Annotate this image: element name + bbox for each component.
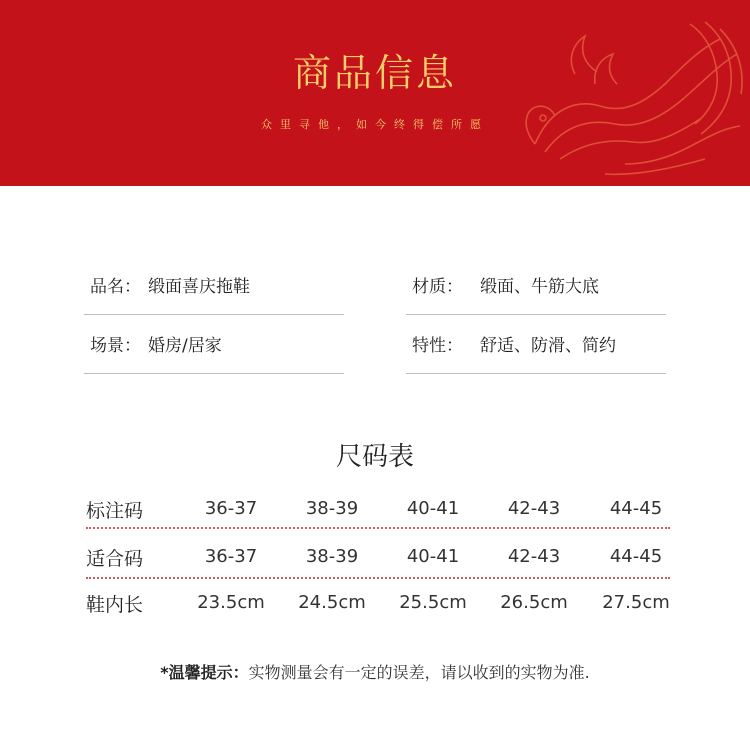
size-cell: 27.5cm (602, 592, 670, 613)
info-row-name (84, 256, 344, 315)
feature-value: 舒适、防滑、简约 (480, 336, 616, 356)
size-cell: 42-43 (507, 546, 561, 567)
size-cell: 42-43 (507, 498, 561, 519)
material-label: 材质： (412, 277, 463, 297)
size-cell: 26.5cm (500, 592, 568, 613)
row-label: 鞋内长 (86, 594, 144, 616)
size-cell: 23.5cm (197, 592, 265, 613)
size-cell: 25.5cm (399, 592, 467, 613)
feature-label: 特性： (412, 336, 463, 356)
page-title: 商品信息 (292, 51, 457, 95)
scene-value: 婚房/居家 (148, 336, 222, 356)
tip-prefix: *温馨提示： (160, 663, 249, 682)
size-cell: 24.5cm (298, 592, 366, 613)
size-cell: 36-37 (204, 498, 258, 519)
size-cell: 44-45 (609, 546, 663, 567)
size-cell: 38-39 (305, 546, 359, 567)
scene-label: 场景： (90, 336, 141, 356)
size-cell: 36-37 (204, 546, 258, 567)
name-value: 缎面喜庆拖鞋 (148, 277, 250, 297)
tip-text: 实物测量会有一定的误差，请以收到的实物为准. (248, 663, 590, 682)
size-cell: 38-39 (305, 498, 359, 519)
size-cell: 44-45 (609, 498, 663, 519)
info-row-feature (406, 315, 666, 374)
info-row-material (406, 256, 666, 315)
size-table-title: 尺码表 (335, 442, 414, 472)
header-banner (0, 0, 750, 186)
material-value: 缎面、牛筋大底 (480, 277, 599, 297)
dotted-divider (86, 527, 670, 529)
dotted-divider (86, 577, 670, 579)
size-cell: 40-41 (406, 546, 460, 567)
size-row-insole (84, 582, 670, 622)
tip-note (0, 660, 750, 683)
size-row-marked (84, 488, 670, 528)
size-row-fit (84, 536, 670, 576)
row-label: 标注码 (86, 500, 144, 522)
name-label: 品名： (90, 277, 141, 297)
row-label: 适合码 (86, 548, 144, 570)
banner-subtitle: 众里寻他，如今终得偿所愿 (261, 118, 489, 131)
size-cell: 40-41 (406, 498, 460, 519)
phoenix-icon (505, 14, 750, 186)
info-row-scene (84, 315, 344, 374)
